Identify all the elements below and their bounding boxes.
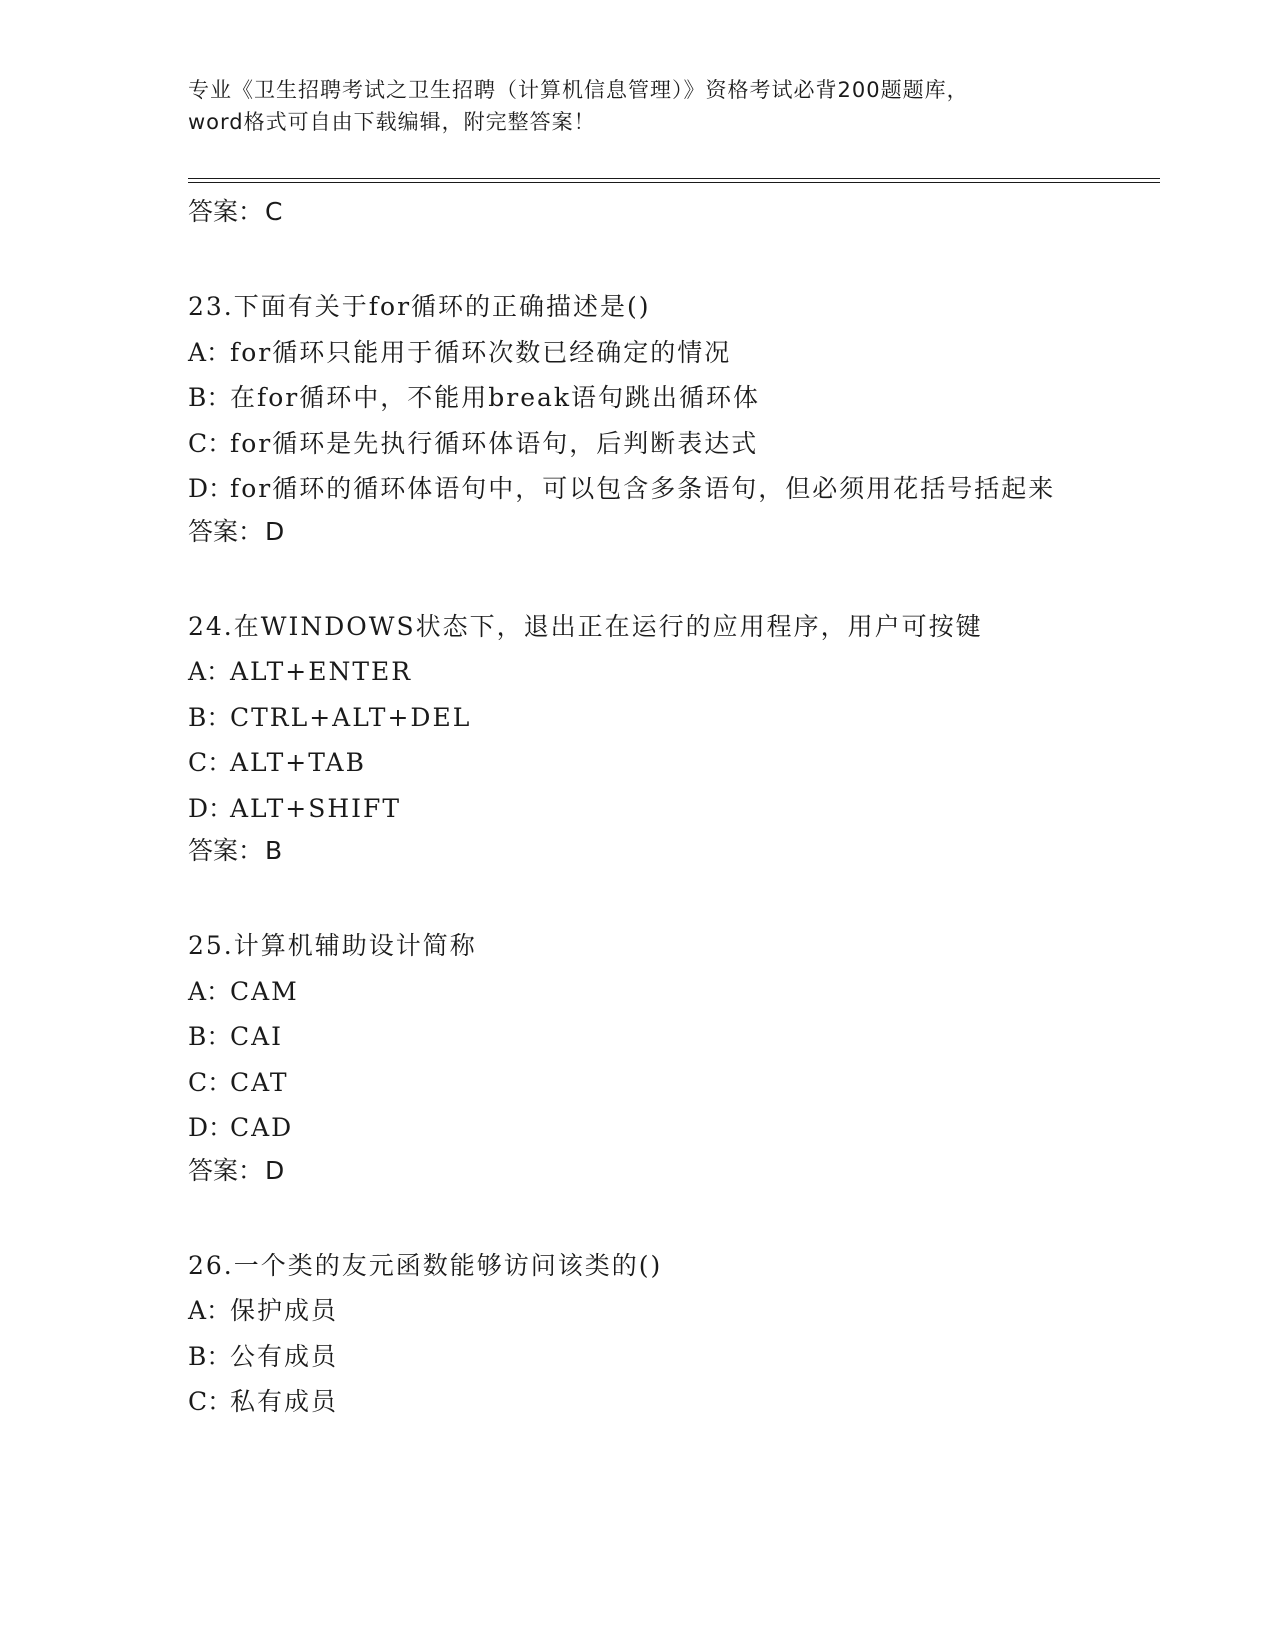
header-line-1: 专业《卫生招聘考试之卫生招聘（计算机信息管理）》资格考试必背200题题库， [188, 78, 969, 102]
document-header [188, 74, 1088, 138]
option-key: B： [188, 1341, 232, 1371]
answer-line [188, 831, 1088, 871]
question-24 [188, 604, 1088, 872]
option-a [188, 649, 1088, 695]
option-text: CAI [230, 1022, 284, 1051]
option-a [188, 969, 1088, 1015]
question-26 [188, 1243, 1088, 1425]
question-stem: 26.一个类的友元函数能够访问该类的() [188, 1250, 663, 1280]
option-text: CAM [230, 976, 299, 1006]
option-key: C： [188, 1067, 233, 1097]
option-text: CTRL+ALT+DEL [230, 702, 472, 732]
answer-label: 答案： [188, 1155, 264, 1185]
option-key: A： [188, 976, 232, 1006]
option-b [188, 695, 1088, 741]
option-key: A： [188, 657, 232, 686]
option-b [188, 1014, 1088, 1060]
option-text: CAT [230, 1067, 289, 1097]
question-list [188, 192, 1088, 1425]
option-text: ALT+TAB [230, 748, 366, 777]
option-key: A： [188, 1296, 232, 1325]
option-b [188, 375, 1088, 421]
option-key: D： [188, 793, 234, 823]
answer-label: 答案： [188, 516, 264, 546]
question-25 [188, 923, 1088, 1191]
option-d [188, 1105, 1088, 1151]
option-c [188, 1379, 1088, 1425]
question-23 [188, 284, 1088, 552]
option-text: for循环只能用于循环次数已经确定的情况 [230, 337, 732, 367]
answer-line [188, 192, 1088, 232]
option-text: 保护成员 [230, 1296, 339, 1325]
answer-value: B [265, 836, 283, 865]
option-text: 私有成员 [230, 1387, 339, 1416]
option-key: C： [188, 428, 233, 458]
option-a [188, 330, 1088, 376]
option-text: CAD [230, 1113, 294, 1142]
option-d [188, 786, 1088, 832]
header-divider [188, 178, 1160, 183]
question-stem: 25.计算机辅助设计简称 [188, 931, 477, 960]
answer-label: 答案： [188, 836, 264, 865]
option-key: A： [188, 337, 232, 367]
option-key: C： [188, 748, 233, 777]
option-key: B： [188, 383, 232, 412]
header-line-2: word格式可自由下载编辑，附完整答案！ [188, 110, 596, 134]
option-key: B： [188, 702, 232, 732]
option-text: ALT+SHIFT [230, 793, 402, 823]
option-text: for循环是先执行循环体语句，后判断表达式 [230, 428, 759, 458]
question-stem: 24.在WINDOWS状态下，退出正在运行的应用程序，用户可按键 [188, 611, 983, 641]
option-c [188, 1060, 1088, 1106]
option-key: D： [188, 474, 234, 503]
option-b [188, 1334, 1088, 1380]
option-a [188, 1288, 1088, 1334]
answer-value: D [265, 1155, 285, 1185]
option-key: B： [188, 1022, 232, 1051]
answer-line [188, 1151, 1088, 1191]
answer-line [188, 512, 1088, 552]
option-text: for循环的循环体语句中，可以包含多条语句，但必须用花括号括起来 [230, 474, 1056, 503]
option-text: 公有成员 [230, 1341, 339, 1371]
answer-value: D [265, 516, 285, 546]
option-c [188, 421, 1088, 467]
answer-label: 答案： [188, 197, 264, 226]
question-stem: 23.下面有关于for循环的正确描述是() [188, 292, 651, 321]
option-text: ALT+ENTER [230, 657, 413, 686]
option-d [188, 466, 1068, 512]
option-key: C： [188, 1387, 233, 1416]
option-c [188, 740, 1088, 786]
option-text: 在for循环中，不能用break语句跳出循环体 [230, 383, 761, 412]
option-key: D： [188, 1113, 234, 1142]
answer-value: C [265, 197, 283, 226]
